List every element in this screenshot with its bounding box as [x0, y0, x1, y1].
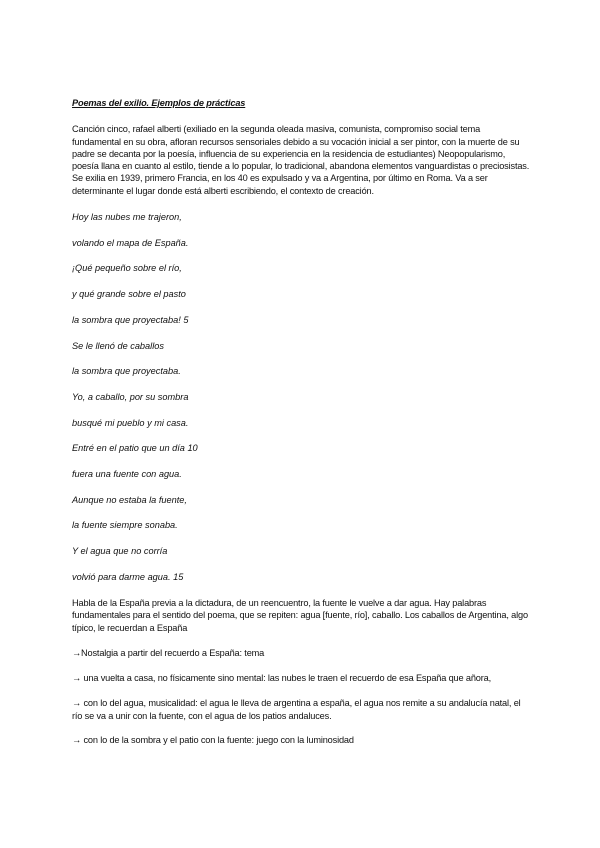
poem-verse: Aunque no estaba la fuente,: [72, 494, 187, 505]
poem-verse: ¡Qué pequeño sobre el río,: [72, 263, 182, 274]
poem-verse: Entré en el patio que un día 10: [72, 443, 198, 454]
poem-verse: la sombra que proyectaba.: [72, 366, 181, 377]
poem-verse: volando el mapa de España.: [72, 237, 189, 248]
intro-paragraph: Canción cinco, rafael alberti (exiliado en la segunda oleada masiva, comunista, compromiso social tema fundamental en su obra, afloran recursos sensoriales debido a su vocación inicial a ser pintor, con la muerte de su padre se decanta por la poesía, influencia de su experiencia en la residencia de estudiantes) Neopopularismo, poesía llana en cuanto al estilo, tiende a lo popular, lo tradicional, abandona elementos vanguardistas o preciosistas. Se exilia en 1939, primero Francia, en los 40 es expulsado y va a Argentina, por último en Roma. Va a ser determinante el lugar donde está alberti escribiendo, el contexto de creación.: [72, 124, 530, 196]
poem-verse: Y el agua que no corría: [72, 546, 168, 557]
analysis-point: → con lo de la sombra y el patio con la fuente: juego con la luminosidad: [72, 735, 354, 746]
analysis-point: → con lo del agua, musicalidad: el agua le lleva de argentina a españa, el agua nos remite a su andalucía natal, el río se va a unir con la fuente, con el agua de los patios andaluces.: [72, 698, 521, 721]
poem-verse: Se le llenó de caballos: [72, 340, 164, 351]
poem-verse: busqué mi pueblo y mi casa.: [72, 417, 189, 428]
poem-verse: y qué grande sobre el pasto: [72, 289, 186, 300]
analysis-point: → una vuelta a casa, no físicamente sino mental: las nubes le traen el recuerdo de esa España que añora,: [72, 673, 492, 684]
poem-verse: la sombra que proyectaba! 5: [72, 314, 189, 325]
document-title: Poemas del exilio. Ejemplos de prácticas: [72, 98, 246, 108]
poem-verse: Hoy las nubes me trajeron,: [72, 212, 182, 223]
poem-verse: fuera una fuente con agua.: [72, 468, 182, 479]
poem-verse: Yo, a caballo, por su sombra: [72, 391, 189, 402]
analysis-point: →Nostalgia a partir del recuerdo a España: tema: [72, 647, 265, 658]
poem: [72, 211, 530, 583]
poem-verse: la fuente siempre sonaba.: [72, 520, 178, 531]
poem-verse: volvió para darme agua. 15: [72, 571, 184, 582]
analysis-paragraph: Habla de la España previa a la dictadura, de un reencuentro, la fuente le vuelve a dar agua. Hay palabras fundamentales para el sentido del poema, que se repiten: agua [fuente, río], caballo. Los caballos de Argentina, algo típico, le recuerdan a España: [72, 598, 528, 633]
